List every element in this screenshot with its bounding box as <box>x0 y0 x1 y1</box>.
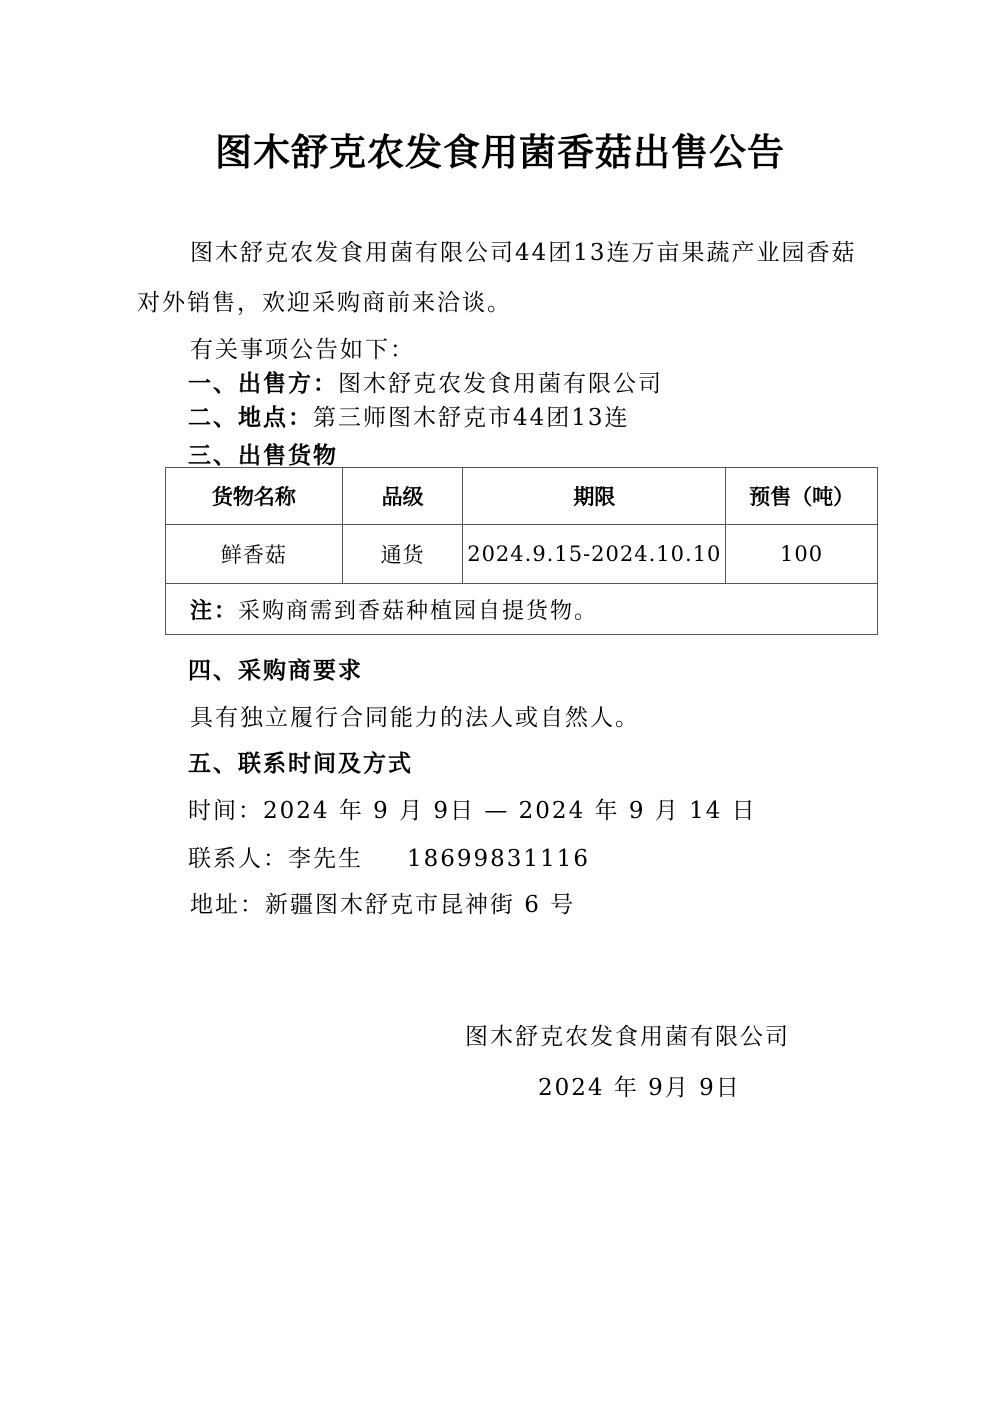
header-goods-name: 货物名称 <box>166 468 343 525</box>
seller-value: 图木舒克农发食用菌有限公司 <box>338 371 663 397</box>
buyer-heading: 四、采购商要求 <box>188 658 363 684</box>
table-row <box>166 525 878 584</box>
contact-heading: 五、联系时间及方式 <box>188 751 413 777</box>
seller-row <box>188 365 663 398</box>
goods-heading: 三、出售货物 <box>188 443 338 469</box>
header-grade: 品级 <box>342 468 463 525</box>
contact-person-row <box>188 840 590 873</box>
goods-table <box>165 467 878 635</box>
contact-address: 地址：新疆图木舒克市昆神街 6 号 <box>190 892 576 918</box>
header-presale: 预售（吨） <box>726 468 878 525</box>
cell-presale: 100 <box>726 525 878 584</box>
intro-line-2: 对外销售，欢迎采购商前来洽谈。 <box>137 290 512 316</box>
signature-company: 图木舒克农发食用菌有限公司 <box>465 1024 790 1050</box>
contact-time: 时间：2024 年 9 月 9日 — 2024 年 9 月 14 日 <box>188 798 757 824</box>
location-value: 第三师图木舒克市44团13连 <box>313 405 630 431</box>
buyer-text: 具有独立履行合同能力的法人或自然人。 <box>190 705 640 731</box>
note-text: 采购商需到香菇种植园自提货物。 <box>238 598 599 624</box>
seller-label: 一、出售方： <box>188 371 338 397</box>
notice-intro: 有关事项公告如下： <box>190 337 415 363</box>
cell-period: 2024.9.15-2024.10.10 <box>463 525 726 584</box>
location-label: 二、地点： <box>188 405 313 431</box>
cell-grade: 通货 <box>342 525 463 584</box>
table-note-row <box>166 584 878 635</box>
table-note <box>166 584 878 635</box>
header-period: 期限 <box>463 468 726 525</box>
location-row <box>188 399 630 432</box>
signature-date: 2024 年 9月 9日 <box>538 1075 741 1101</box>
cell-goods-name: 鲜香菇 <box>166 525 343 584</box>
contact-person: 联系人：李先生 <box>188 846 363 872</box>
page-title: 图木舒克农发食用菌香菇出售公告 <box>215 131 785 174</box>
contact-phone: 18699831116 <box>407 846 590 872</box>
table-header-row <box>166 468 878 525</box>
note-label: 注： <box>190 598 239 624</box>
intro-line-1: 图木舒克农发食用菌有限公司44团13连万亩果蔬产业园香菇 <box>190 240 857 266</box>
